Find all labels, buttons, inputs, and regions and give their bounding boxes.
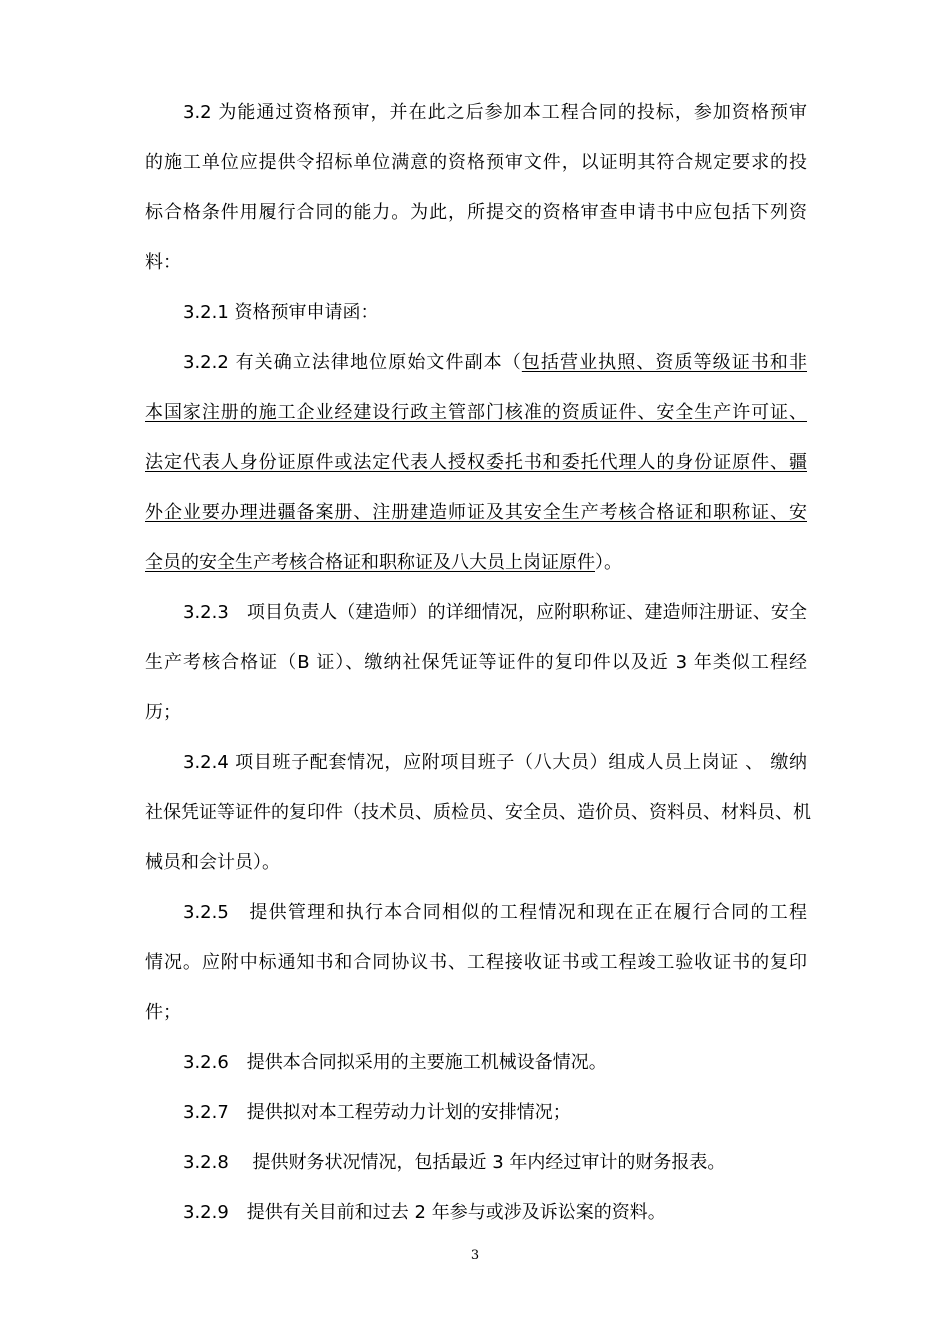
paragraph-3-2-8: 3.2.8 提供财务状况情况，包括最近 3 年内经过审计的财务报表。 — [183, 1152, 726, 1173]
paragraph-3-2-9: 3.2.9 提供有关目前和过去 2 年参与或涉及诉讼案的资料。 — [183, 1202, 666, 1223]
paragraph-3-2-2-line-1 — [183, 350, 807, 376]
paragraph-3-2-2-tail: ）。 — [595, 552, 622, 573]
paragraph-3-2-4-line-2: 社保凭证等证件的复印件（技术员、质检员、安全员、造价员、资料员、材料员、机 — [145, 802, 811, 823]
paragraph-3-2-7: 3.2.7 提供拟对本工程劳动力计划的安排情况； — [183, 1102, 571, 1123]
paragraph-3-2-2-line-5 — [145, 550, 807, 576]
paragraph-3-2-line-4: 料： — [145, 252, 181, 273]
paragraph-3-2-2-underlined-4: 外企业要办理进疆备案册、注册建造师证及其安全生产考核合格证和职称证、安 — [145, 502, 807, 523]
paragraph-3-2-line-1: 3.2 为能通过资格预审，并在此之后参加本工程合同的投标，参加资格预审 — [183, 102, 807, 123]
paragraph-3-2-3-line-2: 生产考核合格证（B 证）、缴纳社保凭证等证件的复印件以及近 3 年类似工程经 — [145, 652, 807, 673]
paragraph-3-2-4-line-1: 3.2.4 项目班子配套情况，应附项目班子（八大员）组成人员上岗证 、 缴纳 — [183, 752, 807, 773]
paragraph-3-2-2-line-3 — [145, 450, 807, 476]
paragraph-3-2-3-line-1: 3.2.3 项目负责人（建造师）的详细情况，应附职称证、建造师注册证、安全 — [183, 602, 807, 623]
paragraph-3-2-2-line-2 — [145, 400, 807, 426]
paragraph-3-2-line-2: 的施工单位应提供令招标单位满意的资格预审文件，以证明其符合规定要求的投 — [145, 152, 807, 173]
paragraph-3-2-2-line-4 — [145, 500, 807, 526]
paragraph-3-2-5-line-1: 3.2.5 提供管理和执行本合同相似的工程情况和现在正在履行合同的工程 — [183, 902, 807, 923]
paragraph-3-2-4-line-3: 械员和会计员）。 — [145, 852, 280, 873]
paragraph-3-2-5-line-2: 情况。应附中标通知书和合同协议书、工程接收证书或工程竣工验收证书的复印 — [145, 952, 807, 973]
page-number: 3 — [470, 1248, 480, 1263]
paragraph-3-2-5-line-3: 件； — [145, 1002, 181, 1023]
paragraph-3-2-2-underlined-5: 全员的安全生产考核合格证和职称证及八大员上岗证原件 — [145, 552, 595, 573]
paragraph-3-2-2-underlined-1: 包括营业执照、资质等级证书和非 — [521, 352, 807, 373]
paragraph-3-2-3-line-3: 历； — [145, 702, 181, 723]
paragraph-3-2-6: 3.2.6 提供本合同拟采用的主要施工机械设备情况。 — [183, 1052, 607, 1073]
paragraph-3-2-2-lead: 3.2.2 有关确立法律地位原始文件副本（ — [183, 352, 522, 373]
paragraph-3-2-2-underlined-3: 法定代表人身份证原件或法定代表人授权委托书和委托代理人的身份证原件、疆 — [145, 452, 807, 473]
paragraph-3-2-1: 3.2.1 资格预审申请函： — [183, 302, 379, 323]
paragraph-3-2-2-underlined-2: 本国家注册的施工企业经建设行政主管部门核准的资质证件、安全生产许可证、 — [145, 402, 807, 423]
paragraph-3-2-line-3: 标合格条件用履行合同的能力。为此，所提交的资格审查申请书中应包括下列资 — [145, 202, 807, 223]
